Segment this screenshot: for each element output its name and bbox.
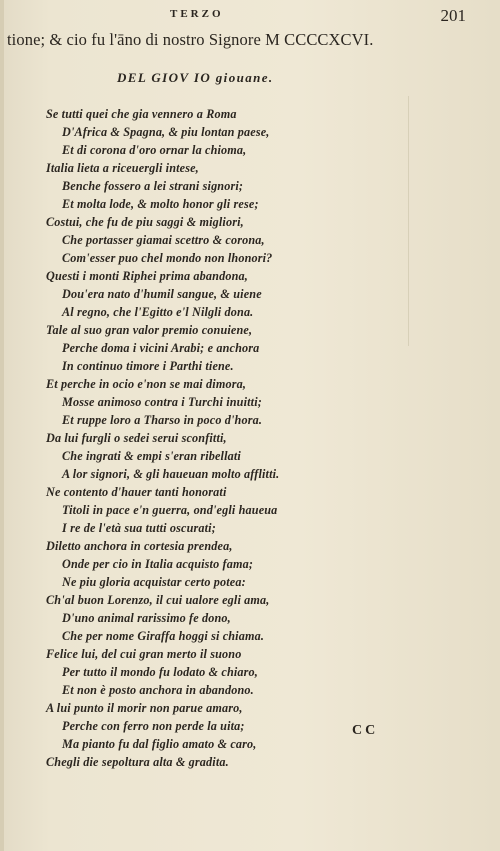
verse-line: Costui, che fu de piu saggi & migliori,	[46, 215, 244, 229]
intro-line: tione; & cio fu l'āno di nostro Signore M CCCCXCVI.	[7, 30, 374, 49]
verse-line: Per tutto il mondo fu lodato & chiaro,	[62, 665, 258, 679]
verse-line: Com'esser puo chel mondo non lhonori?	[62, 251, 273, 265]
verse-line: Ne piu gloria acquistar certo potea:	[62, 575, 246, 589]
verse-line: Che per nome Giraffa hoggi si chiama.	[62, 629, 265, 643]
running-head: TERZO	[170, 8, 224, 20]
verse-line: Dou'era nato d'humil sangue, & uiene	[62, 287, 262, 301]
verse-line: Questi i monti Riphei prima abandona,	[46, 269, 248, 283]
verse-line: Mosse animoso contra i Turchi inuitti;	[62, 395, 262, 409]
verse-line: Chegli die sepoltura alta & gradita.	[46, 755, 229, 769]
verse-line: D'Africa & Spagna, & piu lontan paese,	[62, 125, 270, 139]
verse-line: D'uno animal rarissimo fe dono,	[62, 611, 231, 625]
verse-line: A lor signori, & gli haueuan molto afflitti.	[62, 467, 280, 481]
verse-line: In continuo timore i Parthi tiene.	[62, 359, 234, 373]
verse-line: Perche con ferro non perde la uita;	[62, 719, 245, 733]
verse-line: Da lui furgli o sedei serui sconfitti,	[46, 431, 227, 445]
verse-line: Et di corona d'oro ornar la chioma,	[62, 143, 247, 157]
verse-line: Italia lieta a riceuergli intese,	[46, 161, 199, 175]
verse-line: Et non è posto anchora in abandono.	[62, 683, 254, 697]
verse-line: Ne contento d'hauer tanti honorati	[46, 485, 227, 499]
verse-line: Et molta lode, & molto honor gli rese;	[62, 197, 259, 211]
verse-line: Diletto anchora in cortesia prendea,	[46, 539, 233, 553]
verse-line: Se tutti quei che gia vennero a Roma	[46, 107, 237, 121]
verse-line: Perche doma i vicini Arabi; e anchora	[62, 341, 260, 355]
verse-line: Tale al suo gran valor premio conuiene,	[46, 323, 253, 337]
verse-line: Al regno, che l'Egitto e'l Nilgli dona.	[62, 305, 254, 319]
verse-line: Che ingrati & empi s'eran ribellati	[62, 449, 241, 463]
verse-line: Benche fossero a lei strani signori;	[62, 179, 244, 193]
verse-line: Et perche in ocio e'non se mai dimora,	[46, 377, 247, 391]
paper-crease	[408, 96, 415, 346]
page-number: 201	[440, 6, 466, 25]
verse-line: Che portasser giamai scettro & corona,	[62, 233, 265, 247]
verse-line: I re de l'età sua tutti oscurati;	[62, 521, 216, 535]
verse-line: Ma pianto fu dal figlio amato & caro,	[62, 737, 257, 751]
verse-line: Et ruppe loro a Tharso in poco d'hora.	[62, 413, 263, 427]
verse-line: A lui punto il morir non parue amaro,	[46, 701, 243, 715]
verse-line: Felice lui, del cui gran merto il suono	[46, 647, 242, 661]
verse-line: Titoli in pace e'n guerra, ond'egli haueua	[62, 503, 278, 517]
verse-line: Onde per cio in Italia acquisto fama;	[62, 557, 254, 571]
verse-line: Ch'al buon Lorenzo, il cui ualore egli ama,	[46, 593, 270, 607]
signature-mark: CC	[352, 723, 379, 738]
poem-title: DEL GIOV IO giouane.	[117, 70, 274, 85]
